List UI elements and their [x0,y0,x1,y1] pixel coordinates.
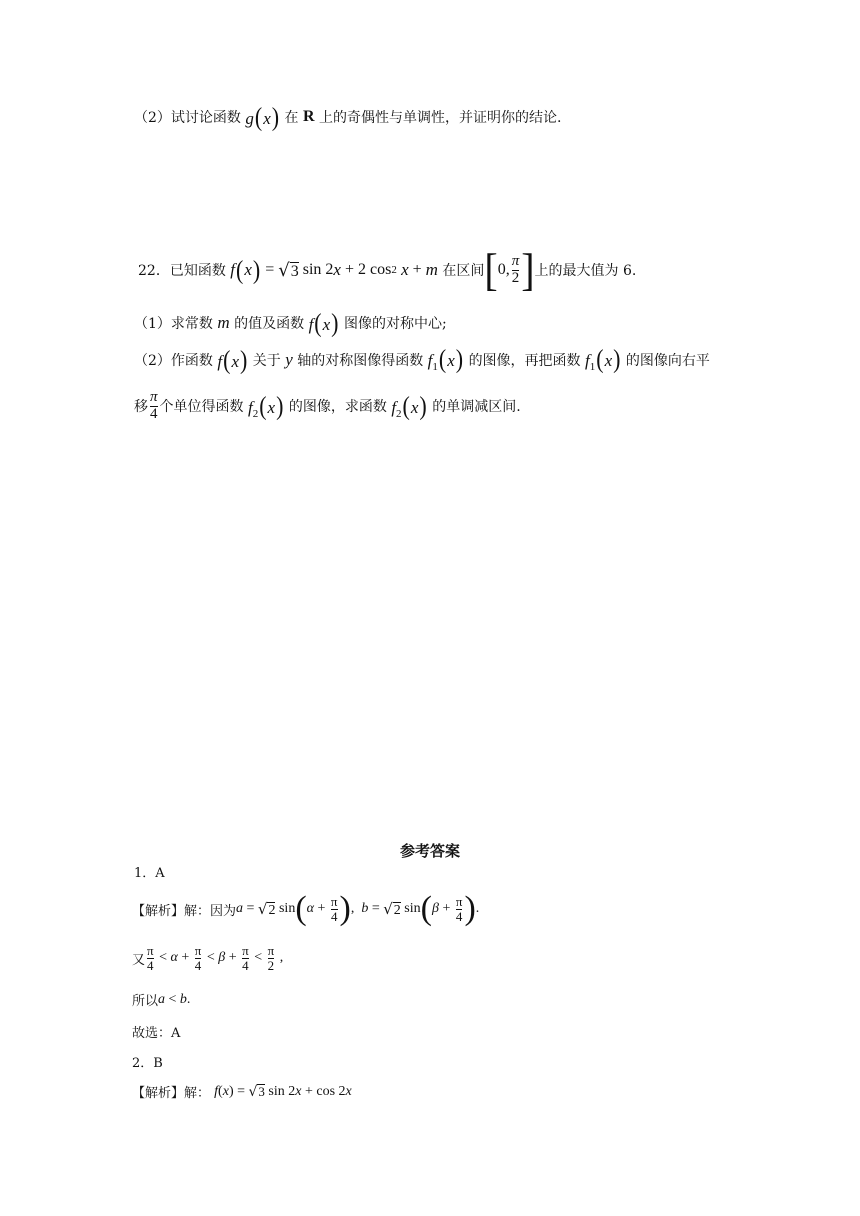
q22-text-2: 在区间 [442,263,485,279]
answer-1-inequality-line [132,944,283,972]
q22-part2-text-3: 轴的对称图像得函数 [297,352,424,369]
q22-part2-line-2 [134,390,521,423]
answer-1-analysis-line [132,892,479,926]
q22-part1-text-1: 求常数 [170,316,213,332]
answer-2-analysis-line [132,1082,352,1101]
q22-math-m: m [217,313,230,332]
q22-math-f1-of-x-2: $f_1(x)$ [585,343,621,374]
q22-part2-text-5: 的图像向右平 [625,352,710,369]
q21-math-g-of-x: g(x) [245,101,280,132]
answer-2-heading: 2．B [132,1056,163,1071]
q22-text-1: 已知函数 [169,263,226,279]
answer-2-math-function: f ( x ) = √ 3 sin 2 x + cos 2 x [214,1083,352,1100]
q22-part2-line-1 [134,343,710,374]
q22-math-interval: [ 0, $\frac{\pi}{2}$ ] [484,243,535,296]
answer-1-conclusion-line [132,990,190,1009]
q22-math-pi-over-4: $\frac{\pi}{4}$ [150,389,158,422]
q22-math-function: f ( x ) = √ 3 sin 2 x + 2 cos 2 x + m [230,254,438,285]
q22-text-3: 上的最大值为 6. [534,263,637,279]
q21-part2-number: （2） [134,110,171,126]
q22-math-f2-of-x-2: $f_2(x)$ [391,390,427,421]
q22-math-f-of-x-2: f(x) [217,343,248,374]
q22-part1-line [134,307,447,338]
answer-2-label: 【解析】解： [132,1086,211,1101]
answer-1-then-label: 又 [132,952,146,968]
answer-1-math-a-lt-b: a < b. [158,991,191,1007]
q21-part2-text-2: 在 [284,110,299,126]
q22-part1-number: （1） [134,316,171,332]
q22-part2-text-6: 移 [134,399,148,416]
q22-math-f2-of-x: $f_2(x)$ [247,390,284,421]
answers-title: 参考答案 [399,842,460,860]
q22-part2-text-4: 的图像，再把函数 [468,352,581,369]
answer-1-heading: 1．A [134,866,165,881]
q22-math-y: y [285,349,293,369]
q21-part2-text-1: 试讨论函数 [170,110,241,126]
q22-math-f-of-x: f(x) [308,307,339,338]
q22-part1-text-3: 图像的对称中心; [343,316,447,332]
q22-part2-text-1: 作函数 [170,352,213,369]
q22-number: 22． [138,263,170,279]
q22-part2-text-8: 的图像，求函数 [288,399,387,416]
q21-part2-text-3: 上的奇偶性与单调性，并证明你的结论. [319,110,562,126]
q22-part2-text-7: 个单位得函数 [159,399,244,416]
q22-part2-text-2: 关于 [252,352,281,369]
answer-1-math-inequality: $\frac{\pi}{4}$ < α + $\frac{\pi}{4}$ < β + $\frac{\pi}{4}$ < $\frac{\pi}{2}$ , [147,943,284,973]
q22-part1-text-2: 的值及函数 [234,316,305,332]
q22-part2-text-9: 的单调减区间. [432,399,521,416]
answer-1-choice: 故选：A [132,1026,181,1041]
answer-1-so-label: 所以 [132,994,159,1009]
q21-part2-line [134,101,562,132]
answer-1-label: 【解析】解：因为 [132,903,237,919]
q21-R-symbol: R [302,108,315,125]
q22-part2-number: （2） [134,352,171,369]
q22-stem-line [138,243,637,296]
q22-math-f1-of-x: $f_1(x)$ [427,343,464,374]
answer-1-math-a-b: a = √ 2 sin ( α + $\frac{\pi}{4}$ ) , b = √ 2 sin ( β + $\frac{\pi}{4}$ ) . [236,890,480,927]
